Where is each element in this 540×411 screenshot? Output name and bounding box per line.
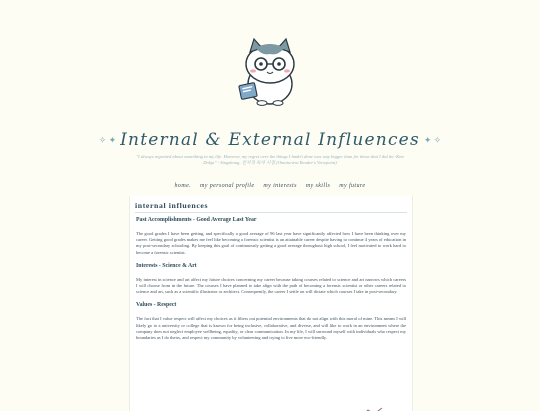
- nav-link-home[interactable]: home.: [174, 183, 192, 189]
- block-paragraph: The good grades I have been getting, and specifically a good average of 96 last year have significantly affected how I have been thinking over my career. Getting good grades makes me feel like becoming a forensic scientist is an attainable career despite having to continue 4 years of education in my post-secondary schooling. By keeping this goal of continuously getting a good average throughout high school, I feel motivated to work hard to become a forensic scientist.: [136, 231, 406, 255]
- block-heading: Past Accomplishments - Good Average Last Year: [136, 217, 257, 223]
- content-panel: [129, 196, 413, 411]
- mascot-illustration: [234, 34, 306, 108]
- divider: [135, 212, 407, 213]
- nav-link-personal-profile[interactable]: my personal profile: [200, 183, 255, 189]
- block-heading: Interests - Science & Art: [136, 262, 197, 269]
- block-heading: Values - Respect: [136, 302, 177, 309]
- site-title-row: [0, 126, 540, 154]
- block-paragraph: The fact that I value respect will affect my choices as it filters out potential environments that do not align with this moral of mine. This means I will likely go to a university or college that is known for being inclusive, collaborative, and diverse, and will like to work in an environment where the company does not neglect employee wellbeing, equality, or clear communication. In my life, I will surround myself with individuals who respect my boundaries as I do theirs, and respect my community by volunteering and trying to live more eco-friendly.: [136, 316, 406, 341]
- sketch-illustration: [360, 404, 384, 411]
- header-quote: "I always regretted about something in my life. However, my regret over the things I hadn't done was way bigger than for those that I did do.-Kim Dokja" - Singshong, 전지적 독자 시점 (Omniscient Reader's Viewpoint): [136, 154, 404, 166]
- site-title: Internal & External Influences: [120, 130, 420, 150]
- nav-link-interests[interactable]: my interests: [263, 183, 297, 189]
- sparkle-icon: ✧ ✦: [98, 134, 117, 145]
- block-paragraph: My interest in science and art affect my future choices concerning my career because taking courses related to science and art narrows which careers I will choose from in the future. The courses I have planned to take align with the path of becoming a forensic scientist or other careers related to science and art, such as a scientific illustrator or architect. Consequently, the career I settle on will dictate which courses I take in post-secondary.: [136, 276, 406, 295]
- sparkle-icon: ✦ ✧: [423, 134, 442, 145]
- nav-link-skills[interactable]: my skills: [305, 183, 331, 189]
- section-title: internal influences: [135, 201, 209, 210]
- main-nav: [0, 183, 540, 189]
- nav-link-future[interactable]: my future: [339, 183, 366, 189]
